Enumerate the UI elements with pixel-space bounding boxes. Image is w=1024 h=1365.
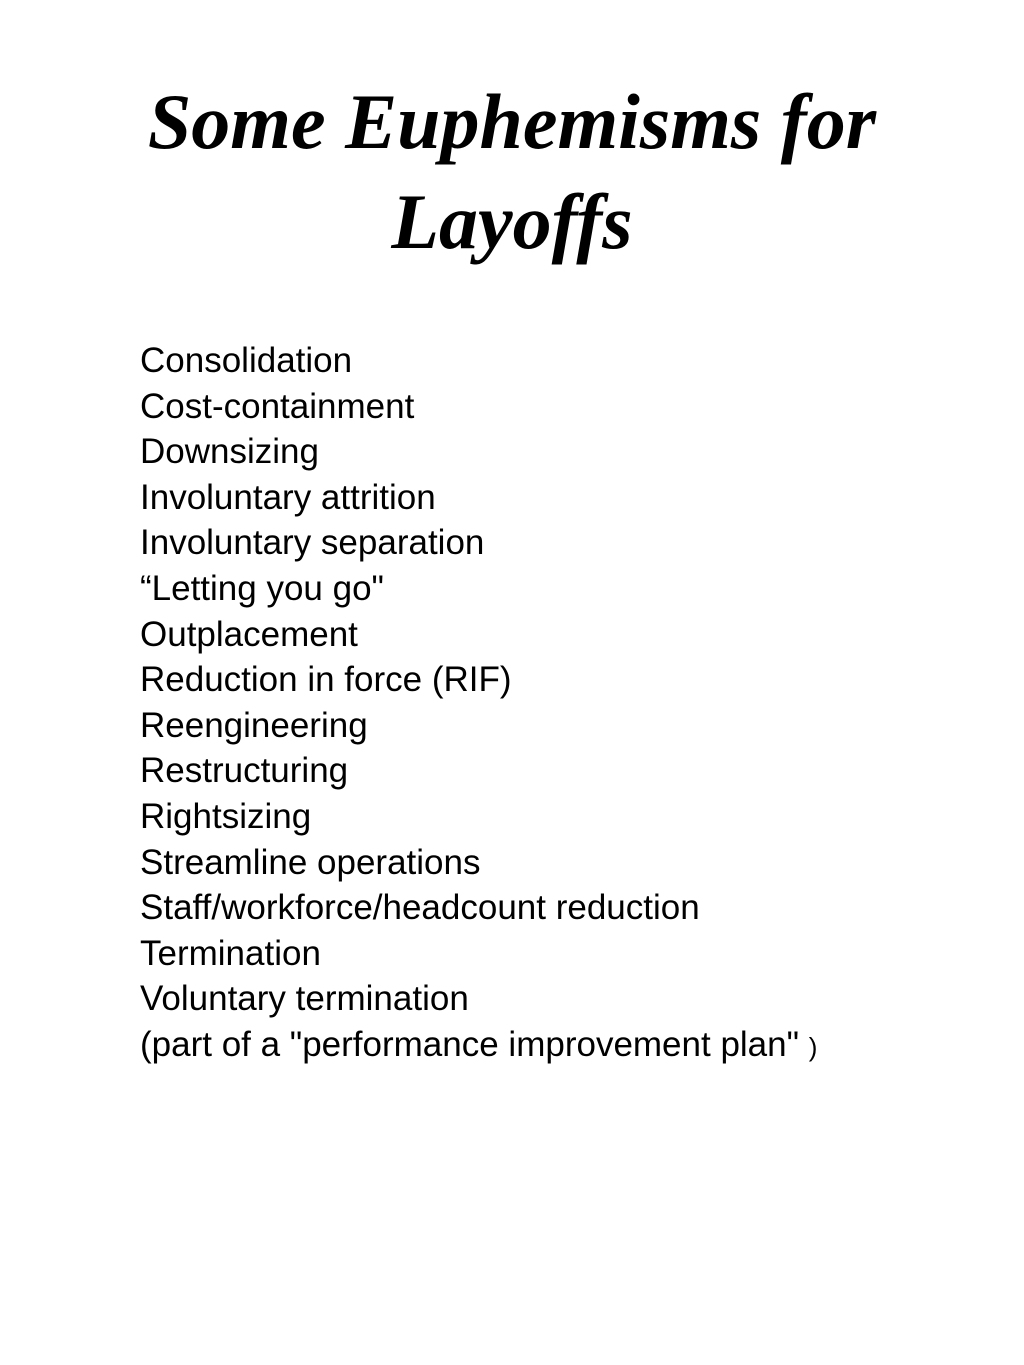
list-item: Reengineering [140, 705, 368, 745]
list-item: Restructuring [140, 751, 349, 791]
list-item: Termination [140, 933, 321, 973]
euphemism-list [140, 338, 817, 1071]
list-item: Voluntary termination [140, 979, 469, 1019]
list-item-last [140, 1022, 817, 1071]
list-item-last-text: (part of a "performance improvement plan" [140, 1024, 809, 1064]
list-item: Staff/workforce/headcount reduction [140, 888, 700, 928]
list-item: Downsizing [140, 432, 319, 472]
list-item: Cost-containment [140, 386, 415, 426]
list-item: Streamline operations [140, 842, 481, 882]
list-item: “Letting you go" [140, 568, 384, 608]
list-item: Outplacement [140, 614, 358, 654]
list-item: Involuntary attrition [140, 477, 436, 517]
list-item: Involuntary separation [140, 523, 485, 563]
list-item: Rightsizing [140, 796, 312, 836]
slide-title-line-1: Some Euphemisms for [147, 78, 877, 165]
list-item: Reduction in force (RIF) [140, 660, 512, 700]
list-item: Consolidation [140, 341, 353, 380]
slide-title [60, 72, 964, 272]
slide-title-line-2: Layoffs [391, 178, 633, 265]
list-item-last-closing: ) [808, 1031, 818, 1062]
